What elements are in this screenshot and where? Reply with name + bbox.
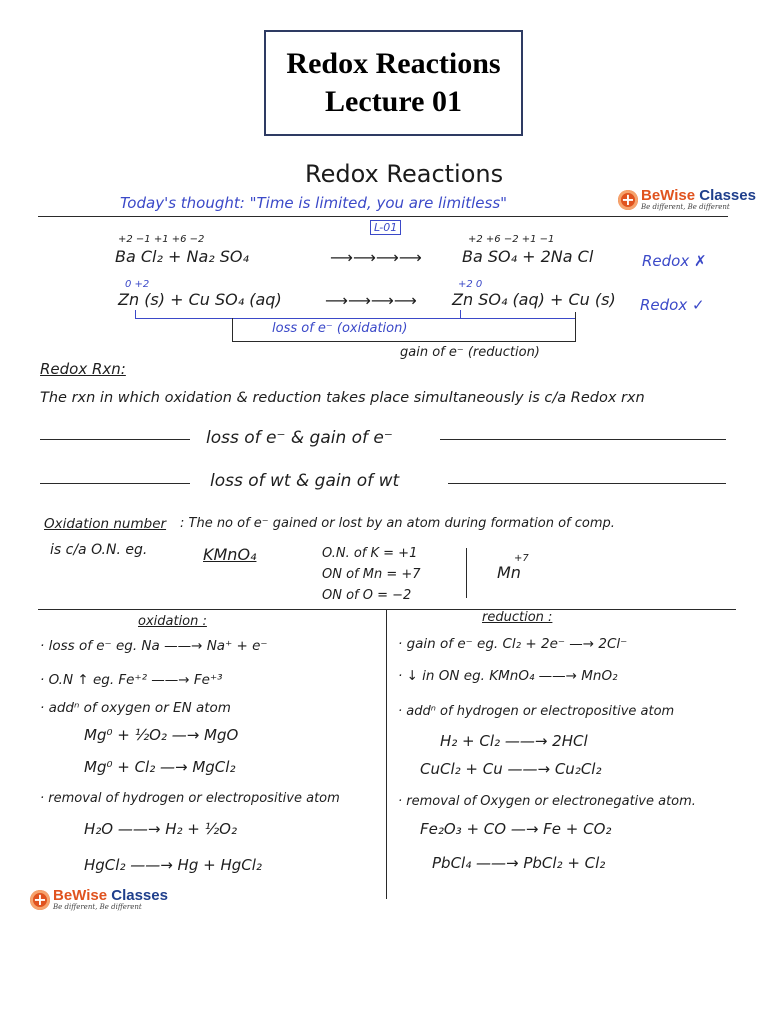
gain-note: gain of e⁻ (reduction) (400, 345, 540, 360)
todays-thought: Today's thought: "Time is limited, you are limitless" (120, 194, 508, 212)
redox-rxn-definition: The rxn in which oxidation & reduction takes place simultaneously is c/a Redox rxn (40, 390, 645, 406)
eq2-rhs-ox-states: +2 0 (458, 279, 483, 290)
eq1-lhs-ox-states: +2 −1 +1 +6 −2 (118, 234, 205, 245)
oxidation-heading: oxidation : (138, 614, 207, 629)
ox-item-8: HgCl₂ ——→ Hg + HgCl₂ (84, 856, 262, 874)
on-heading: Oxidation number (44, 516, 167, 532)
red-item-7: Fe₂O₃ + CO —→ Fe + CO₂ (420, 820, 612, 838)
redox-rxn-heading: Redox Rxn: (40, 360, 126, 378)
column-divider (386, 609, 387, 899)
ox-item-5: Mg⁰ + Cl₂ —→ MgCl₂ (84, 758, 236, 776)
red-item-8: PbCl₄ ——→ PbCl₂ + Cl₂ (432, 854, 606, 872)
ox-item-4: Mg⁰ + ½O₂ —→ MgO (84, 726, 239, 744)
on-side-mn: Mn (497, 563, 521, 582)
on-example: KMnO₄ (203, 545, 257, 564)
eq1-arrow: ⟶⟶⟶⟶ (330, 248, 422, 267)
ox-item-7: H₂O ——→ H₂ + ½O₂ (84, 820, 237, 838)
logo-top: + BeWise Classes Be different, Be different (618, 188, 756, 211)
gain-bracket (232, 341, 576, 342)
ox-item-1: · loss of e⁻ eg. Na ——→ Na⁺ + e⁻ (40, 638, 268, 654)
on-k: O.N. of K = +1 (322, 546, 418, 561)
title-line-1: Redox Reactions (286, 47, 501, 80)
section-divider (38, 609, 736, 610)
logo-mark-icon: + (618, 190, 638, 210)
red-item-3: · addⁿ of hydrogen or electropositive atom (398, 704, 675, 719)
title-line-2: Lecture 01 (325, 85, 462, 118)
redox-line-2: loss of wt & gain of wt (210, 471, 400, 491)
eq2-arrow: ⟶⟶⟶⟶ (325, 291, 417, 310)
ox-item-2: · O.N ↑ eg. Fe⁺² ——→ Fe⁺³ (40, 672, 223, 688)
red-item-2: · ↓ in ON eg. KMnO₄ ——→ MnO₂ (398, 668, 618, 684)
lecture-tag: L-01 (370, 220, 401, 235)
on-mn: ON of Mn = +7 (322, 567, 421, 582)
eq2-rhs: Zn SO₄ (aq) + Cu (s) (452, 290, 616, 309)
logo-bottom: + BeWise Classes Be different, Be different (30, 888, 168, 911)
red-item-4: H₂ + Cl₂ ——→ 2HCl (440, 732, 588, 750)
ox-item-3: · addⁿ of oxygen or EN atom (40, 700, 231, 716)
title-box (264, 30, 523, 136)
eq1-rhs: Ba SO₄ + 2Na Cl (462, 247, 594, 266)
ox-item-6: · removal of hydrogen or electropositive atom (40, 791, 340, 806)
eq1-redox-label: Redox ✗ (642, 252, 707, 270)
eq2-redox-label: Redox ✓ (640, 296, 705, 314)
eq2-lhs: Zn (s) + Cu SO₄ (aq) (118, 290, 282, 309)
loss-bracket (135, 318, 575, 319)
red-item-5: CuCl₂ + Cu ——→ Cu₂Cl₂ (420, 760, 602, 778)
loss-note: loss of e⁻ (oxidation) (272, 321, 408, 336)
reduction-heading: reduction : (482, 610, 553, 625)
logo-mark-icon-bottom: + (30, 890, 50, 910)
eq1-rhs-ox-states: +2 +6 −2 +1 −1 (468, 234, 555, 245)
red-item-1: · gain of e⁻ eg. Cl₂ + 2e⁻ —→ 2Cl⁻ (398, 636, 628, 652)
on-definition: : The no of e⁻ gained or lost by an atom during formation of comp. (180, 516, 615, 531)
header-divider (38, 216, 728, 217)
red-item-6: · removal of Oxygen or electronegative atom. (398, 794, 696, 809)
eq1-lhs: Ba Cl₂ + Na₂ SO₄ (115, 247, 249, 266)
redox-line-1: loss of e⁻ & gain of e⁻ (206, 428, 393, 448)
on-cont: is c/a O.N. eg. (50, 542, 148, 558)
on-o: ON of O = −2 (322, 588, 412, 603)
eq2-lhs-ox-states: 0 +2 (125, 279, 150, 290)
on-side-mn-state: +7 (514, 553, 529, 564)
page-heading: Redox Reactions (305, 160, 504, 188)
